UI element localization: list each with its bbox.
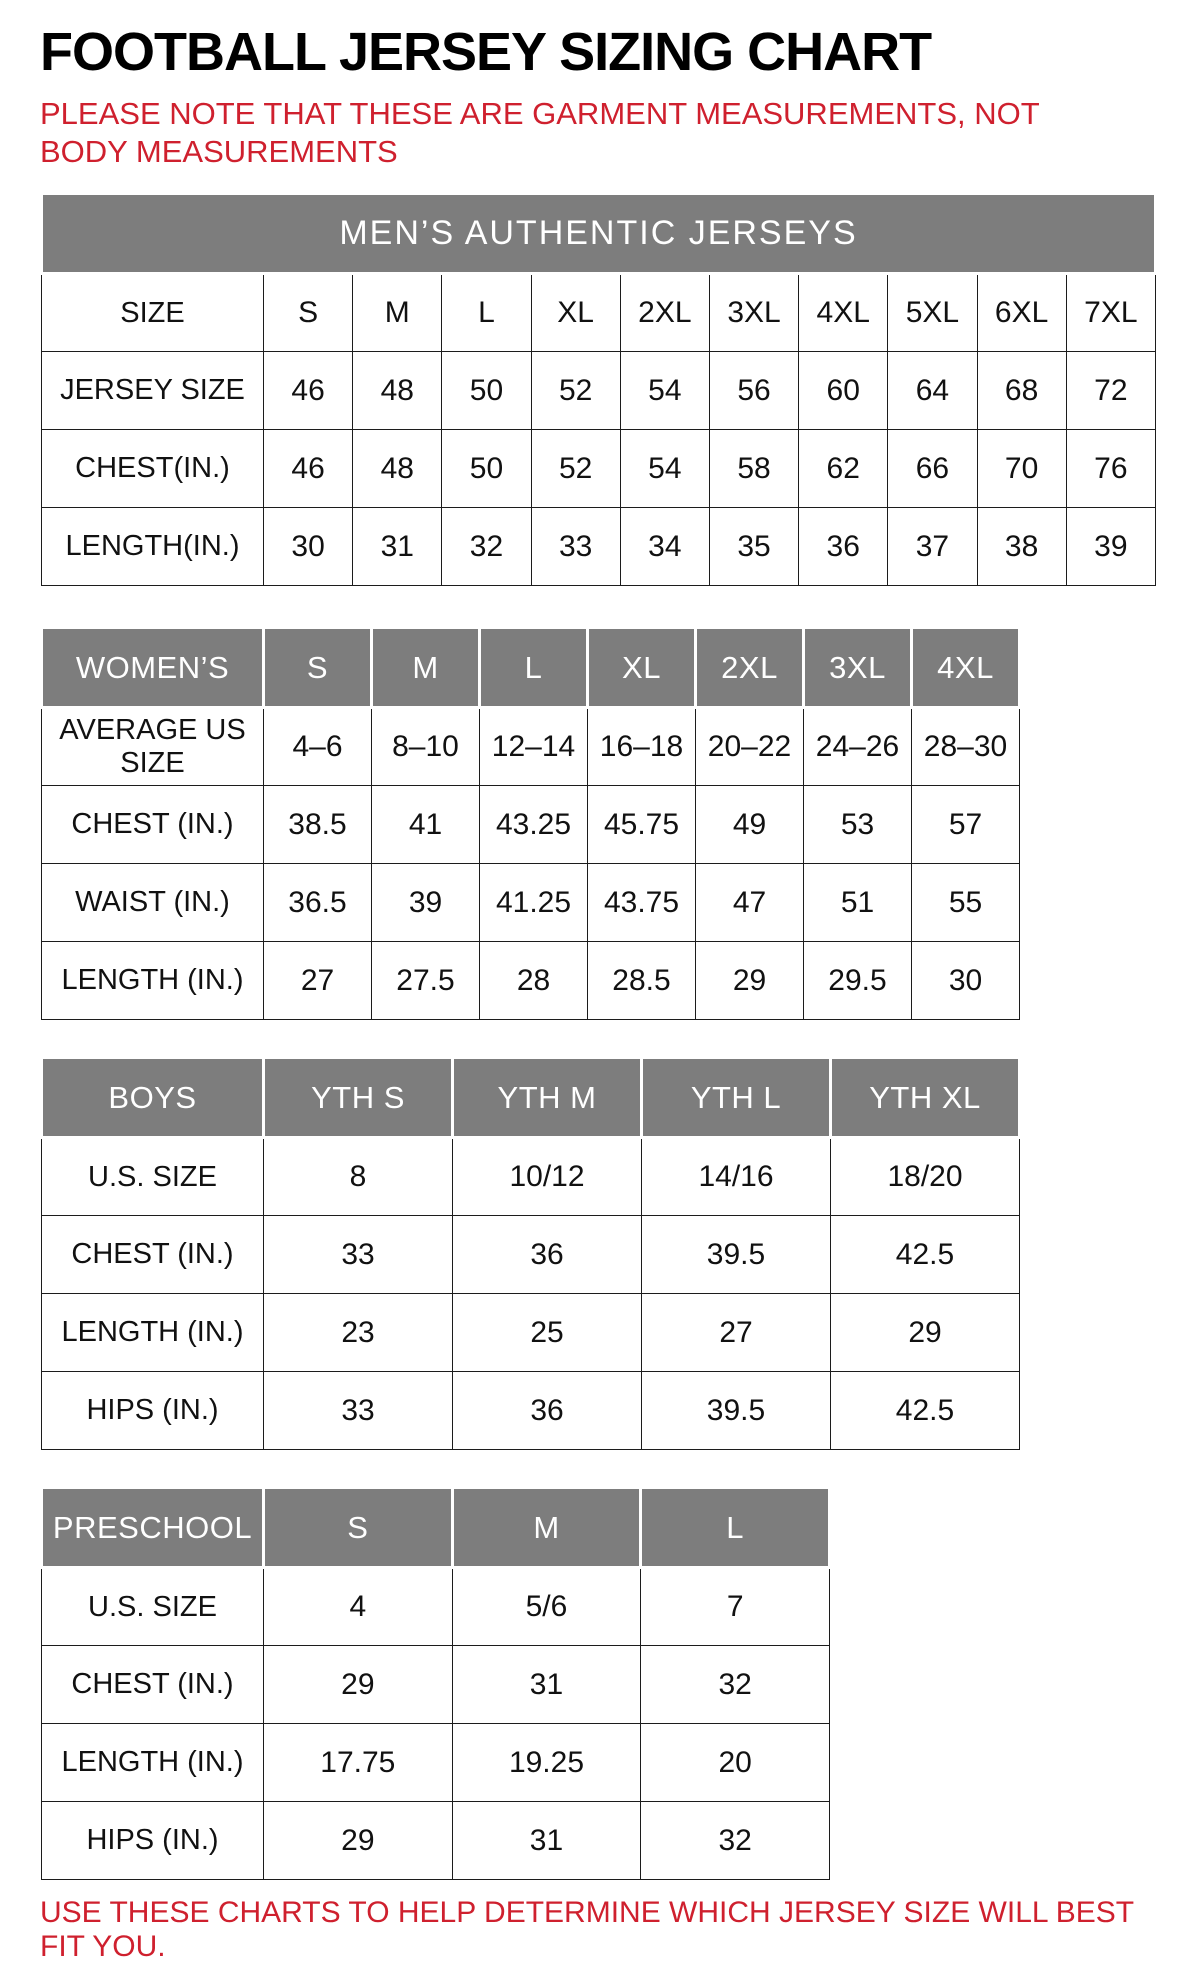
table-row bbox=[42, 864, 1020, 942]
value-cell: 56 bbox=[709, 352, 798, 430]
table-row bbox=[42, 508, 1156, 586]
value-cell: 58 bbox=[709, 430, 798, 508]
value-cell: 35 bbox=[709, 508, 798, 586]
value-cell: L bbox=[442, 274, 531, 352]
value-cell: 66 bbox=[888, 430, 977, 508]
size-header: M bbox=[452, 1488, 641, 1568]
value-cell: 43.25 bbox=[480, 786, 588, 864]
value-cell: 25 bbox=[453, 1294, 642, 1372]
value-cell: 7 bbox=[641, 1568, 830, 1646]
value-cell: 62 bbox=[799, 430, 888, 508]
value-cell: 57 bbox=[912, 786, 1020, 864]
row-label: LENGTH (IN.) bbox=[42, 1294, 264, 1372]
size-header: L bbox=[480, 628, 588, 708]
value-cell: 43.75 bbox=[588, 864, 696, 942]
table-row bbox=[42, 352, 1156, 430]
value-cell: 55 bbox=[912, 864, 1020, 942]
row-label: SIZE bbox=[42, 274, 264, 352]
value-cell: 38.5 bbox=[264, 786, 372, 864]
value-cell: 48 bbox=[353, 352, 442, 430]
value-cell: 39.5 bbox=[642, 1372, 831, 1450]
row-label: WAIST (IN.) bbox=[42, 864, 264, 942]
value-cell: 48 bbox=[353, 430, 442, 508]
size-header: 3XL bbox=[804, 628, 912, 708]
value-cell: 45.75 bbox=[588, 786, 696, 864]
value-cell: 4XL bbox=[799, 274, 888, 352]
value-cell: 41 bbox=[372, 786, 480, 864]
value-cell: 10/12 bbox=[453, 1138, 642, 1216]
preschool-header-row bbox=[42, 1488, 830, 1568]
value-cell: 37 bbox=[888, 508, 977, 586]
value-cell: M bbox=[353, 274, 442, 352]
womens-header-label: WOMEN’S bbox=[42, 628, 264, 708]
value-cell: 50 bbox=[442, 430, 531, 508]
value-cell: 8 bbox=[264, 1138, 453, 1216]
size-header: YTH S bbox=[264, 1058, 453, 1138]
value-cell: XL bbox=[531, 274, 620, 352]
size-header: XL bbox=[588, 628, 696, 708]
value-cell: 76 bbox=[1066, 430, 1155, 508]
value-cell: 42.5 bbox=[831, 1216, 1020, 1294]
value-cell: 64 bbox=[888, 352, 977, 430]
preschool-header-label: PRESCHOOL bbox=[42, 1488, 264, 1568]
value-cell: 33 bbox=[531, 508, 620, 586]
value-cell: 52 bbox=[531, 430, 620, 508]
value-cell: 14/16 bbox=[642, 1138, 831, 1216]
value-cell: 3XL bbox=[709, 274, 798, 352]
value-cell: 30 bbox=[264, 508, 353, 586]
preschool-sizing-table bbox=[40, 1486, 831, 1880]
table-row bbox=[42, 1568, 830, 1646]
size-header: YTH L bbox=[642, 1058, 831, 1138]
value-cell: 2XL bbox=[620, 274, 709, 352]
table-row bbox=[42, 1138, 1020, 1216]
value-cell: 31 bbox=[353, 508, 442, 586]
value-cell: 49 bbox=[696, 786, 804, 864]
value-cell: 20 bbox=[641, 1724, 830, 1802]
mens-banner: MEN’S AUTHENTIC JERSEYS bbox=[42, 194, 1156, 274]
table-row bbox=[42, 430, 1156, 508]
mens-banner-row bbox=[42, 194, 1156, 274]
value-cell: 32 bbox=[641, 1802, 830, 1880]
value-cell: 51 bbox=[804, 864, 912, 942]
size-header: M bbox=[372, 628, 480, 708]
value-cell: 54 bbox=[620, 352, 709, 430]
page-title: FOOTBALL JERSEY SIZING CHART bbox=[40, 22, 932, 82]
value-cell: 46 bbox=[264, 430, 353, 508]
value-cell: 6XL bbox=[977, 274, 1066, 352]
value-cell: 50 bbox=[442, 352, 531, 430]
value-cell: 36.5 bbox=[264, 864, 372, 942]
row-label: U.S. SIZE bbox=[42, 1138, 264, 1216]
row-label: HIPS (IN.) bbox=[42, 1802, 264, 1880]
value-cell: 33 bbox=[264, 1216, 453, 1294]
value-cell: 4 bbox=[264, 1568, 453, 1646]
value-cell: 34 bbox=[620, 508, 709, 586]
value-cell: 70 bbox=[977, 430, 1066, 508]
value-cell: 29 bbox=[696, 942, 804, 1020]
value-cell: 54 bbox=[620, 430, 709, 508]
value-cell: 27.5 bbox=[372, 942, 480, 1020]
table-row bbox=[42, 274, 1156, 352]
value-cell: 41.25 bbox=[480, 864, 588, 942]
value-cell: 4–6 bbox=[264, 708, 372, 786]
value-cell: 60 bbox=[799, 352, 888, 430]
table-row bbox=[42, 1294, 1020, 1372]
value-cell: 20–22 bbox=[696, 708, 804, 786]
value-cell: 16–18 bbox=[588, 708, 696, 786]
value-cell: S bbox=[264, 274, 353, 352]
value-cell: 36 bbox=[453, 1372, 642, 1450]
value-cell: 33 bbox=[264, 1372, 453, 1450]
value-cell: 5XL bbox=[888, 274, 977, 352]
value-cell: 27 bbox=[642, 1294, 831, 1372]
value-cell: 24–26 bbox=[804, 708, 912, 786]
value-cell: 72 bbox=[1066, 352, 1155, 430]
value-cell: 23 bbox=[264, 1294, 453, 1372]
value-cell: 38 bbox=[977, 508, 1066, 586]
value-cell: 52 bbox=[531, 352, 620, 430]
boys-header-label: BOYS bbox=[42, 1058, 264, 1138]
value-cell: 28–30 bbox=[912, 708, 1020, 786]
value-cell: 53 bbox=[804, 786, 912, 864]
row-label: CHEST (IN.) bbox=[42, 1216, 264, 1294]
value-cell: 46 bbox=[264, 352, 353, 430]
value-cell: 39 bbox=[1066, 508, 1155, 586]
value-cell: 32 bbox=[641, 1646, 830, 1724]
value-cell: 17.75 bbox=[264, 1724, 453, 1802]
row-label: AVERAGE US SIZE bbox=[42, 708, 264, 786]
size-header: YTH XL bbox=[831, 1058, 1020, 1138]
value-cell: 42.5 bbox=[831, 1372, 1020, 1450]
value-cell: 28 bbox=[480, 942, 588, 1020]
row-label: U.S. SIZE bbox=[42, 1568, 264, 1646]
row-label: HIPS (IN.) bbox=[42, 1372, 264, 1450]
row-label: LENGTH (IN.) bbox=[42, 1724, 264, 1802]
value-cell: 36 bbox=[453, 1216, 642, 1294]
womens-header-row bbox=[42, 628, 1020, 708]
table-row bbox=[42, 786, 1020, 864]
value-cell: 30 bbox=[912, 942, 1020, 1020]
boys-sizing-table bbox=[40, 1056, 1021, 1450]
sizing-chart-page bbox=[40, 24, 1160, 1964]
value-cell: 29.5 bbox=[804, 942, 912, 1020]
table-row bbox=[42, 1216, 1020, 1294]
value-cell: 36 bbox=[799, 508, 888, 586]
value-cell: 29 bbox=[264, 1646, 453, 1724]
row-label: LENGTH(IN.) bbox=[42, 508, 264, 586]
size-header: 2XL bbox=[696, 628, 804, 708]
value-cell: 47 bbox=[696, 864, 804, 942]
size-header: S bbox=[264, 628, 372, 708]
row-label: CHEST(IN.) bbox=[42, 430, 264, 508]
womens-sizing-table bbox=[40, 626, 1021, 1020]
size-header: 4XL bbox=[912, 628, 1020, 708]
row-label: JERSEY SIZE bbox=[42, 352, 264, 430]
size-header: L bbox=[641, 1488, 830, 1568]
row-label: LENGTH (IN.) bbox=[42, 942, 264, 1020]
value-cell: 68 bbox=[977, 352, 1066, 430]
size-header: S bbox=[264, 1488, 453, 1568]
value-cell: 32 bbox=[442, 508, 531, 586]
table-row bbox=[42, 1372, 1020, 1450]
value-cell: 31 bbox=[452, 1802, 641, 1880]
value-cell: 7XL bbox=[1066, 274, 1155, 352]
value-cell: 5/6 bbox=[452, 1568, 641, 1646]
table-row bbox=[42, 1802, 830, 1880]
value-cell: 12–14 bbox=[480, 708, 588, 786]
boys-header-row bbox=[42, 1058, 1020, 1138]
value-cell: 31 bbox=[452, 1646, 641, 1724]
value-cell: 27 bbox=[264, 942, 372, 1020]
footer-note: USE THESE CHARTS TO HELP DETERMINE WHICH JERSEY SIZE WILL BEST FIT YOU. bbox=[40, 1896, 1134, 1964]
size-header: YTH M bbox=[453, 1058, 642, 1138]
value-cell: 39 bbox=[372, 864, 480, 942]
table-row bbox=[42, 1646, 830, 1724]
row-label: CHEST (IN.) bbox=[42, 1646, 264, 1724]
value-cell: 19.25 bbox=[452, 1724, 641, 1802]
table-row bbox=[42, 942, 1020, 1020]
mens-sizing-table bbox=[40, 192, 1157, 586]
row-label: CHEST (IN.) bbox=[42, 786, 264, 864]
value-cell: 29 bbox=[264, 1802, 453, 1880]
value-cell: 28.5 bbox=[588, 942, 696, 1020]
value-cell: 29 bbox=[831, 1294, 1020, 1372]
value-cell: 18/20 bbox=[831, 1138, 1020, 1216]
garment-measurement-note: PLEASE NOTE THAT THESE ARE GARMENT MEASUREMENTS, NOT BODY MEASUREMENTS bbox=[40, 95, 1040, 169]
table-row bbox=[42, 708, 1020, 786]
table-row bbox=[42, 1724, 830, 1802]
value-cell: 39.5 bbox=[642, 1216, 831, 1294]
value-cell: 8–10 bbox=[372, 708, 480, 786]
